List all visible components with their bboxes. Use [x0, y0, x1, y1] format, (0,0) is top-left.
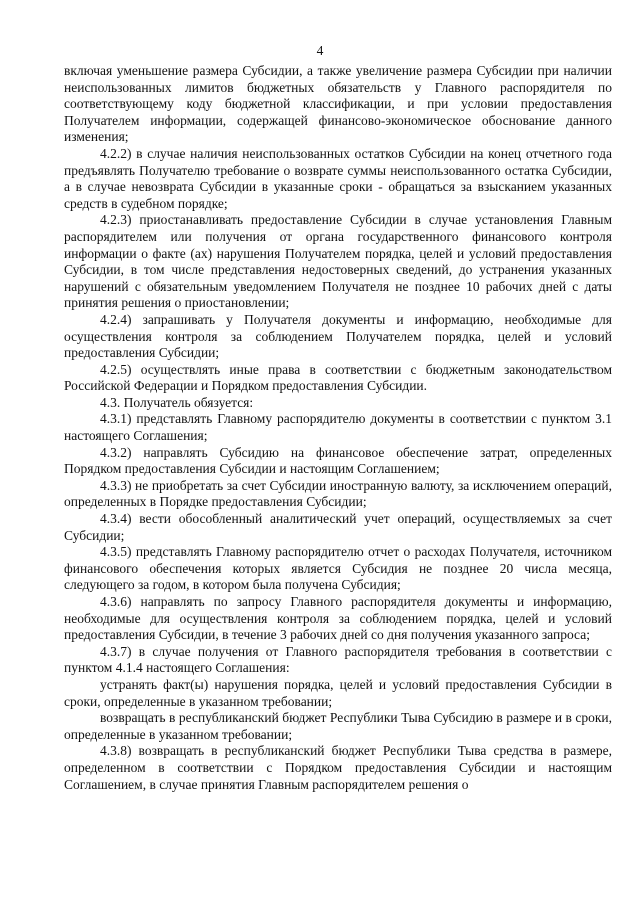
paragraph: 4.2.5) осуществлять иные права в соответствии с бюджетным законодательством Российской Федерации и Порядком предоставления Субсидии.	[64, 361, 612, 394]
paragraph: 4.2.2) в случае наличия неиспользованных остатков Субсидии на конец отчетного года предъявлять Получателю требование о возврате суммы неиспользованного остатка Субсидии, а в случае невозврата Субсидии в указанные сроки - обращаться за взысканием указанных средств в судебном порядке;	[64, 145, 612, 211]
paragraph: 4.3.2) направлять Субсидию на финансовое обеспечение затрат, определенных Порядком предоставления Субсидии и настоящим Соглашением;	[64, 444, 612, 477]
paragraph: 4.3.8) возвращать в республиканский бюджет Республики Тыва средства в размере, определенном в соответствии с Порядком предоставления Субсидии и настоящим Соглашением, в случае принятия Главным распорядителем решения о	[64, 743, 612, 792]
paragraph: устранять факт(ы) нарушения порядка, целей и условий предоставления Субсидии в сроки, определенные в указанном требовании;	[64, 676, 612, 709]
paragraph: 4.3.7) в случае получения от Главного распорядителя требования в соответствии с пунктом 4.1.4 настоящего Соглашения:	[64, 643, 612, 676]
paragraph: 4.2.3) приостанавливать предоставление Субсидии в случае установления Главным распорядителем или получения от органа государственного финансового контроля информации о факте (ах) нарушения Получателем порядка, целей и условий предоставления Субсидии, в том числе представления недостоверных сведений, до устранения указанных нарушений с обязательным уведомлением Получателя не позднее 10 рабочих дней с даты принятия решения о приостановлении;	[64, 212, 612, 311]
document-body	[64, 63, 612, 793]
paragraph: возвращать в республиканский бюджет Республики Тыва Субсидию в размере и в сроки, определенные в указанном требовании;	[64, 710, 612, 742]
paragraph: включая уменьшение размера Субсидии, а также увеличение размера Субсидии при наличии неиспользованных лимитов бюджетных обязательств у Главного распорядителя по соответствующему коду бюджетной классификации, и при условии предоставления Получателем информации, содержащей финансово-экономическое обоснование данного изменения;	[64, 63, 612, 145]
paragraph: 4.2.4) запрашивать у Получателя документы и информацию, необходимые для осуществления контроля за соблюдением Получателем порядка, целей и условий предоставления Субсидии;	[64, 311, 612, 361]
paragraph: 4.3.3) не приобретать за счет Субсидии иностранную валюту, за исключением операций, определенных в Порядке предоставления Субсидии;	[64, 477, 612, 510]
paragraph: 4.3.5) представлять Главному распорядителю отчет о расходах Получателя, источником финансового обеспечения которых является Субсидия не позднее 20 числа месяца, следующего за годом, в котором была получена Субсидия;	[64, 544, 612, 593]
page-number: 4	[316, 43, 324, 58]
paragraph: 4.3.4) вести обособленный аналитический учет операций, осуществляемых за счет Субсидии;	[64, 511, 612, 543]
paragraph: 4.3.1) представлять Главному распорядителю документы в соответствии с пунктом 3.1 настоящего Соглашения;	[64, 411, 612, 444]
paragraph: 4.3. Получатель обязуется:	[100, 394, 254, 410]
paragraph: 4.3.6) направлять по запросу Главного распорядителя документы и информацию, необходимые для осуществления контроля за соблюдением порядка, целей и условий предоставления Субсидии, в течение 3 рабочих дней со дня получения указанного запроса;	[64, 594, 612, 643]
